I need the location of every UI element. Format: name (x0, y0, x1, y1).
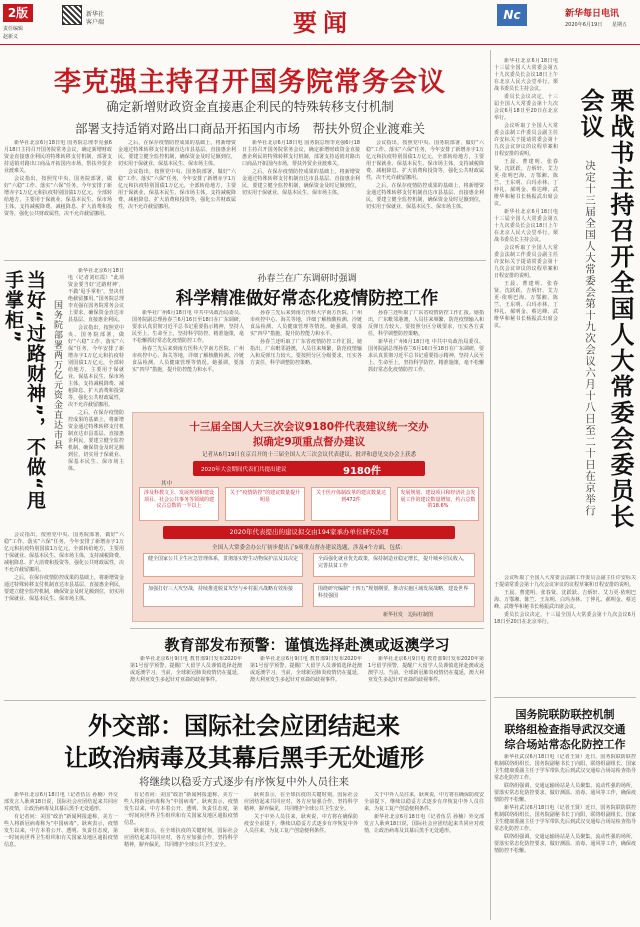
fm-paragraph: 关于中外人员往来，耿爽说，中方将在确保防疫安全前提下，继续以稳妥方式逐步有序恢复中外人员往来，为复工复产创造便利条件。 (364, 792, 484, 812)
fm-body-col-1 (4, 792, 118, 924)
cpc-subhead: 决定十三届全国人大常委会第十九次会议六月十八日至二十日在京举行 (584, 160, 596, 517)
science-paragraph: 孙春兰先后来到南方医科大学南方医院、广州市疾控中心、海关等地，详细了解核酸检测、冷链食品检测、人员健康管理等情况。她强调，要落实“四早”措施，提升防控能力和水平。 (250, 310, 362, 337)
cpc-body-col-1 (494, 58, 558, 618)
lead-body-col-2 (118, 140, 236, 258)
fm-divider (4, 700, 486, 701)
column-sidehead: 国务院部署两万亿元资金直达市县 (52, 300, 62, 450)
lead-subhead-2: 部署支持适销对路出口商品开拓国内市场 帮扶外贸企业渡难关 (74, 121, 425, 136)
gwy-headline-2: 联络组检查指导武汉交通 (504, 723, 626, 736)
total-value: 9180件 (343, 466, 381, 477)
cpc-paragraph: 新华社北京6月18日电 十三届全国人大常委会第五十九次委员长会议18日上午在北京人民大会堂举行。栗战书委员长主持会议。 (494, 209, 558, 243)
masthead-rule (0, 44, 640, 45)
column-paragraph: 会议指出，按照党中央、国务院部署，做好“六稳”工作、落实“六保”任务，今年安排了新增赤字1万亿元和抗疫特别国债1万亿元，全部转给地方，主要用于保就业、保基本民生、保市场主体，支持减税降费、减租降息、扩大消费和投资等，强化公共财政属性，决不允许截留挪用。 (68, 325, 124, 408)
infographic-title-2: 拟确定9项重点督办建议 (252, 436, 366, 448)
topic-box: 加强打好三大攻坚战，持续推进脱贫攻坚与乡村振兴战略有效衔接 (143, 583, 303, 607)
science-headline: 科学精准做好常态化疫情防控工作 (175, 289, 439, 309)
editor-name: 赵新义 (3, 34, 19, 40)
cpc-paragraph: 会议听取了全国人大常委会法制工作委员会副主任许安标关于提请常委会第十九次会议审议的议程草案和日程安排的说明。 (494, 245, 558, 279)
science-paragraph: 孙春兰先后来到南方医科大学南方医院、广州市疾控中心、海关等地，详细了解核酸检测、冷链食品检测、人员健康管理等情况。她强调，要落实“四早”措施，提升防控能力和水平。 (132, 346, 244, 373)
gwy-paragraph: 新华社武汉6月18日电（记者王贤）近日，国务院联防联控机制联络组组长、国务院副秘书长丁向阳，联络组副组长、国家卫生健康委副主任于学军带队先后到武汉交通综合场站检查指导常态化防控工作。 (494, 754, 636, 781)
column-paragraph: 会议指出，按照党中央、国务院部署，做好“六稳”工作、落实“六保”任务，今年安排了新增赤字1万亿元和抗疫特别国债1万亿元，全部转给地方，主要用于保就业、保基本民生、保市场主体，支持减税降费、减租降息、扩大消费和投资等，强化公共财政属性，决不允许截留挪用。 (4, 532, 124, 573)
infographic (132, 412, 484, 622)
cpc-paragraph: 委员长会议决定，十三届全国人大常委会第十九次会议6月18日至20日在北京举行。 (494, 94, 558, 121)
stat-card: 发展规划、建设项目和经济社会发展工作的建议数量增加，约占总数的18.6% (397, 487, 479, 521)
issue-weekday: 星期五 (612, 22, 628, 28)
lead-paragraph: 之后，在保存疫情防控成果的基础上，将新增资金通过特殊转移支付机制直达市县基层、直接惠企利民，要建立健全监控机制，确保资金及时足额到位，切实用于保就业、保基本民生、保市场主体。 (118, 140, 236, 167)
fm-subhead: 将继续以稳妥方式逐步有序恢复中外人员往来 (139, 776, 349, 788)
qr-code-icon (62, 5, 82, 25)
edu-paragraph: 新华社北京6月9日电 教育部9日发布2020年第1号留学预警，提醒广大留学人员谨慎选择赴澳或返澳学习。当前，全球新冠肺炎疫情仍在蔓延，澳大利亚发生多起针对亚裔的歧视事件。 (250, 656, 362, 683)
cpc-paragraph: 王晨、曹建明、张春贤、沈跃跃、吉炳轩、艾力更·依明巴海、万鄂湘、陈竺、王东明、白玛赤林、丁仲礼、郝明金、蔡达峰、武维华和秘书长杨振武出席会议。 (494, 590, 636, 610)
infographic-footer: 新华社发 边际杠制图 (383, 612, 434, 618)
science-paragraph: 孙春兰还听取了广东省疫情防控工作汇报。她指出，广东毗邻港澳，人员往来频繁，防范疫情输入和反弹压力较大。要按照分区分级要求，压实各方责任，科学调整防控策略。 (250, 339, 362, 366)
page-number-badge: 2版 (3, 4, 33, 22)
column-paragraph: 之后，在保存疫情防控成果的基础上，将新增资金通过特殊转移支付机制直达市县基层、直接惠企利民，要建立健全监控机制，确保资金及时足额到位，切实用于保就业、保基本民生、保市场主体。 (4, 575, 124, 602)
gwy-headline-1: 国务院联防联控机制 (515, 708, 615, 721)
section-title: 要闻 (293, 8, 353, 37)
edu-divider (130, 628, 484, 629)
stat-card: 涉及科教文卫、发展规划和建设项目、社会公共事务等领域的建议占总数的一半以上 (139, 487, 219, 521)
column-body-lower (4, 532, 124, 644)
cpc-paragraph: 王晨、曹建明、张春贤、沈跃跃、吉炳轩、艾力更·依明巴海、万鄂湘、陈竺、王东明、白玛赤林、丁仲礼、郝明金、蔡达峰、武维华和秘书长杨振武出席会议。 (494, 281, 558, 329)
lead-headline: 李克强主持召开国务院常务会议 (54, 67, 446, 98)
gwy-divider (494, 697, 636, 698)
fm-paragraph: 有记者问：美国“政治”新闻网报道称，美方一些人将新冠病毒称为“中国病毒”。耿爽表示，疫情发生以来，中方本着公开、透明、负责任态度，第一时间向世界卫生组织和有关国家及地区通报疫情信息。 (124, 792, 238, 826)
cpc-paragraph: 王晨、曹建明、张春贤、沈跃跃、吉炳轩、艾力更·依明巴海、万鄂湘、陈竺、王东明、白玛赤林、丁仲礼、郝明金、蔡达峰、武维华和秘书长杨振武出席会议。 (494, 159, 558, 207)
topic-box: 全面强化就业优先政策，保持制造业稳定增长，提升城乡居民收入，完善扶贫工作 (313, 553, 475, 577)
gwy-headline-3: 综合场站常态化防控工作 (504, 738, 626, 751)
topic-box: 健全国家公共卫生应急管理体系，贯彻落实野生动物保护法及其决定 (143, 553, 303, 577)
gwy-paragraph: 联络组强调，交通运输场站是人员聚集、流动性强的场所，要落实常态化防控要求，做好测温、消毒、通风等工作，确保疫情防控不松懈。 (494, 783, 636, 803)
column-paragraph: 新华社北京6月18日电（记者刘红霞）“此项资金要当好‘过路财神’，不做‘甩手掌柜’，坚决杜绝截留挪用。”国务院总理李克强在国务院常务会议上要求，确保资金直达市县基层、直接惠企利民。 (68, 268, 124, 323)
paper-name: 新华每日电讯 (565, 9, 620, 19)
lead-subhead-1: 确定新增财政资金直接惠企利民的特殊转移支付机制 (106, 99, 394, 114)
science-paragraph: 新华社广州6月18日电 中共中央政治局委员、国务院副总理孙春兰6月16日至18日在广东调研，要求认真贯彻习近平总书记重要指示精神，坚持人民至上、生命至上，坚持科学防控、精准施策，毫不松懈抓好常态化疫情防控工作。 (368, 339, 484, 373)
lead-paragraph: 会议指出，按照党中央、国务院部署，做好“六稳”工作、落实“六保”任务，今年安排了新增赤字1万亿元和抗疫特别国债1万亿元，全部转给地方，主要用于保就业、保基本民生、保市场主体，支持减税降费、减租降息、扩大消费和投资等，强化公共财政属性，决不允许截留挪用。 (118, 169, 236, 210)
gwy-body (494, 754, 636, 924)
cpc-headline: 栗战书主持召开全国人大常委会委员长会议 (576, 88, 634, 530)
handler-banner: 2020年代表提出的建议拟交由194家承办单位研究办理 (163, 526, 455, 539)
gwy-paragraph: 联络组强调，交通运输场站是人员聚集、流动性强的场所，要落实常态化防控要求，做好测温、消毒、通风等工作，确保疫情防控不松懈。 (494, 834, 636, 854)
column-body (68, 268, 124, 530)
editor-label: 责任编辑 (3, 26, 24, 32)
column-headline (4, 270, 46, 520)
edu-paragraph: 新华社北京6月9日电 教育部9日发布2020年第1号留学预警，提醒广大留学人员谨慎选择赴澳或返澳学习。当前，全球新冠肺炎疫情仍在蔓延，澳大利亚发生多起针对亚裔的歧视事件。 (368, 656, 484, 683)
lead-body-col-1 (4, 140, 112, 258)
right-column-divider (490, 50, 491, 920)
total-label: 2020年大会期间代表们共提出建议 (201, 467, 287, 473)
column-headline-b: “过路财神”，不做“甩手掌柜” (2, 270, 46, 511)
edu-body-col-1 (130, 656, 242, 696)
science-paragraph: 新华社广州6月18日电 中共中央政治局委员、国务院副总理孙春兰6月16日至18日在广东调研，要求认真贯彻习近平总书记重要指示精神，坚持人民至上、生命至上，坚持科学防控、精准施策，毫不松懈抓好常态化疫情防控工作。 (132, 310, 244, 344)
paper-logo: Nc (497, 4, 527, 26)
lead-paragraph: 会议指出，按照党中央、国务院部署，做好“六稳”工作、落实“六保”任务，今年安排了新增赤字1万亿元和抗疫特别国债1万亿元，全部转给地方，主要用于保就业、保基本民生、保市场主体，支持减税降费、减租降息、扩大消费和投资等，强化公共财政属性，决不允许截留挪用。 (366, 140, 484, 181)
fm-paragraph: 耿爽表示，在全球抗疫的关键时刻，国际社会应团结起来共同应对，各方应加强合作，坚持科学精神，摒弃偏见，共同维护全球公共卫生安全。 (124, 828, 238, 848)
fm-paragraph: 新华社北京6月18日电（记者伍岳 孙楠）外交部发言人耿爽18日说，国际社会应团结起来共同应对疫情，让政治病毒及其幕后黑手无处遁形。 (364, 814, 484, 834)
app-label: 客户端 (86, 19, 105, 26)
fm-paragraph: 新华社北京6月18日电（记者伍岳 孙楠）外交部发言人耿爽18日说，国际社会应团结起来共同应对疫情，让政治病毒及其幕后黑手无处遁形。 (4, 792, 118, 812)
lead-body-col-3 (242, 140, 360, 258)
stat-card: 关于“疫情防控”的建议数量提升明显 (225, 487, 305, 521)
stat-card: 关于医疗体制改革的建议数量达到472件 (311, 487, 391, 521)
fm-body-col-4 (364, 792, 484, 924)
fm-body-col-2 (124, 792, 238, 924)
column-paragraph: 之后，在保存疫情防控成果的基础上，将新增资金通过特殊转移支付机制直达市县基层、直接惠企利民，要建立健全监控机制，确保资金及时足额到位，切实用于保就业、保基本民生、保市场主体。 (68, 410, 124, 472)
edu-headline: 教育部发布预警：谨慎选择赴澳或返澳学习 (164, 636, 450, 654)
lead-paragraph: 新华社北京6月18日电 国务院总理李克强6月18日主持召开国务院常务会议，确定新增财政资金直接惠企利民的特殊转移支付机制，部署支持适销对路出口商品开拓国内市场，帮扶外贸企业渡难关。 (4, 140, 112, 174)
infographic-title-1: 十三届全国人大三次会议9180件代表建议统一交办 (189, 421, 429, 433)
fm-paragraph: 耿爽表示，在全球抗疫的关键时刻，国际社会应团结起来共同应对，各方应加强合作，坚持科学精神，摒弃偏见，共同维护全球公共卫生安全。 (244, 792, 358, 812)
edu-paragraph: 新华社北京6月9日电 教育部9日发布2020年第1号留学预警，提醒广大留学人员谨慎选择赴澳或返澳学习。当前，全球新冠肺炎疫情仍在蔓延，澳大利亚发生多起针对亚裔的歧视事件。 (130, 656, 242, 683)
app-name: 新华社 (86, 11, 105, 18)
fm-paragraph: 关于中外人员往来，耿爽说，中方将在确保防疫安全前提下，继续以稳妥方式逐步有序恢复中外人员往来，为复工复产创造便利条件。 (244, 814, 358, 834)
column-headline-a: 当好 (24, 270, 46, 310)
cpc-paragraph: 会议听取了全国人大常委会法制工作委员会副主任许安标关于提请常委会第十九次会议审议的议程草案和日程安排的说明。 (494, 123, 558, 157)
cpc-body-lower (494, 575, 636, 693)
fm-paragraph: 有记者问：美国“政治”新闻网报道称，美方一些人将新冠病毒称为“中国病毒”。耿爽表示，疫情发生以来，中方本着公开、透明、负责任态度，第一时间向世界卫生组织和有关国家及地区通报疫情信息。 (4, 814, 118, 848)
lead-paragraph: 之后，在保存疫情防控成果的基础上，将新增资金通过特殊转移支付机制直达市县基层、直接惠企利民，要建立健全监控机制，确保资金及时足额到位，切实用于保就业、保基本民生、保市场主体。 (366, 183, 484, 210)
edu-body-col-3 (368, 656, 484, 696)
infographic-credit: 记者从6月19日在京召开的十三届全国人大三次会议代表建议、批评和意见交办会上获悉 (201, 452, 416, 458)
masthead (0, 0, 640, 46)
fm-headline-1: 外交部：国际社会应团结起来 (88, 712, 400, 740)
cpc-paragraph: 新华社北京6月18日电 十三届全国人大常委会第五十九次委员长会议18日上午在北京人民大会堂举行。栗战书委员长主持会议。 (494, 58, 558, 92)
science-paragraph: 孙春兰还听取了广东省疫情防控工作汇报。她指出，广东毗邻港澳，人员往来频繁，防范疫情输入和反弹压力较大。要按照分区分级要求，压实各方责任，科学调整防控策略。 (368, 310, 484, 337)
science-body-col-3 (368, 310, 484, 410)
among-label: 其中 (161, 481, 173, 487)
topic-box: 围绕研究编制“十四五”规划纲要，推动实施区域发展战略，建设世界科技强国 (313, 583, 475, 607)
lead-paragraph: 新华社北京6月18日电 国务院总理李克强6月18日主持召开国务院常务会议，确定新增财政资金直接惠企利民的特殊转移支付机制，部署支持适销对路出口商品开拓国内市场，帮扶外贸企业渡难关。 (242, 140, 360, 167)
cpc-paragraph: 委员长会议决定，十三届全国人大常委会第十九次会议6月18日至20日在北京举行。 (494, 612, 636, 625)
science-body-col-1 (132, 310, 244, 410)
fm-body-col-3 (244, 792, 358, 924)
lead-divider (4, 260, 486, 261)
lead-body-col-4 (366, 140, 484, 258)
fm-headline-2: 让政治病毒及其幕后黑手无处遁形 (64, 744, 424, 772)
lead-paragraph: 之后，在保存疫情防控成果的基础上，将新增资金通过特殊转移支付机制直达市县基层、直接惠企利民，要建立健全监控机制，确保资金及时足额到位，切实用于保就业、保基本民生、保市场主体。 (242, 169, 360, 196)
issue-date: 2020年6月19日 (565, 22, 603, 28)
edu-body-col-2 (250, 656, 362, 696)
gwy-paragraph: 新华社武汉6月18日电（记者王贤）近日，国务院联防联控机制联络组组长、国务院副秘书长丁向阳，联络组副组长、国家卫生健康委副主任于学军带队先后到武汉交通综合场站检查指导常态化防控工作。 (494, 805, 636, 832)
topics-intro: 全国人大常委会办公厅初步提出了9项重点督办建议选题，涉及4个方面，包括： (211, 545, 406, 551)
cpc-paragraph: 会议听取了全国人大常委会法制工作委员会副主任许安标关于提请常委会第十九次会议审议的议程草案和日程安排的说明。 (494, 575, 636, 588)
lead-paragraph: 会议指出，按照党中央、国务院部署，做好“六稳”工作、落实“六保”任务，今年安排了新增赤字1万亿元和抗疫特别国债1万亿元，全部转给地方，主要用于保就业、保基本民生、保市场主体，支持减税降费、减租降息、扩大消费和投资等，强化公共财政属性，决不允许截留挪用。 (4, 176, 112, 217)
total-banner (193, 461, 425, 476)
science-body-col-2 (250, 310, 362, 410)
science-kicker: 孙春兰在广东调研时强调 (257, 274, 357, 284)
